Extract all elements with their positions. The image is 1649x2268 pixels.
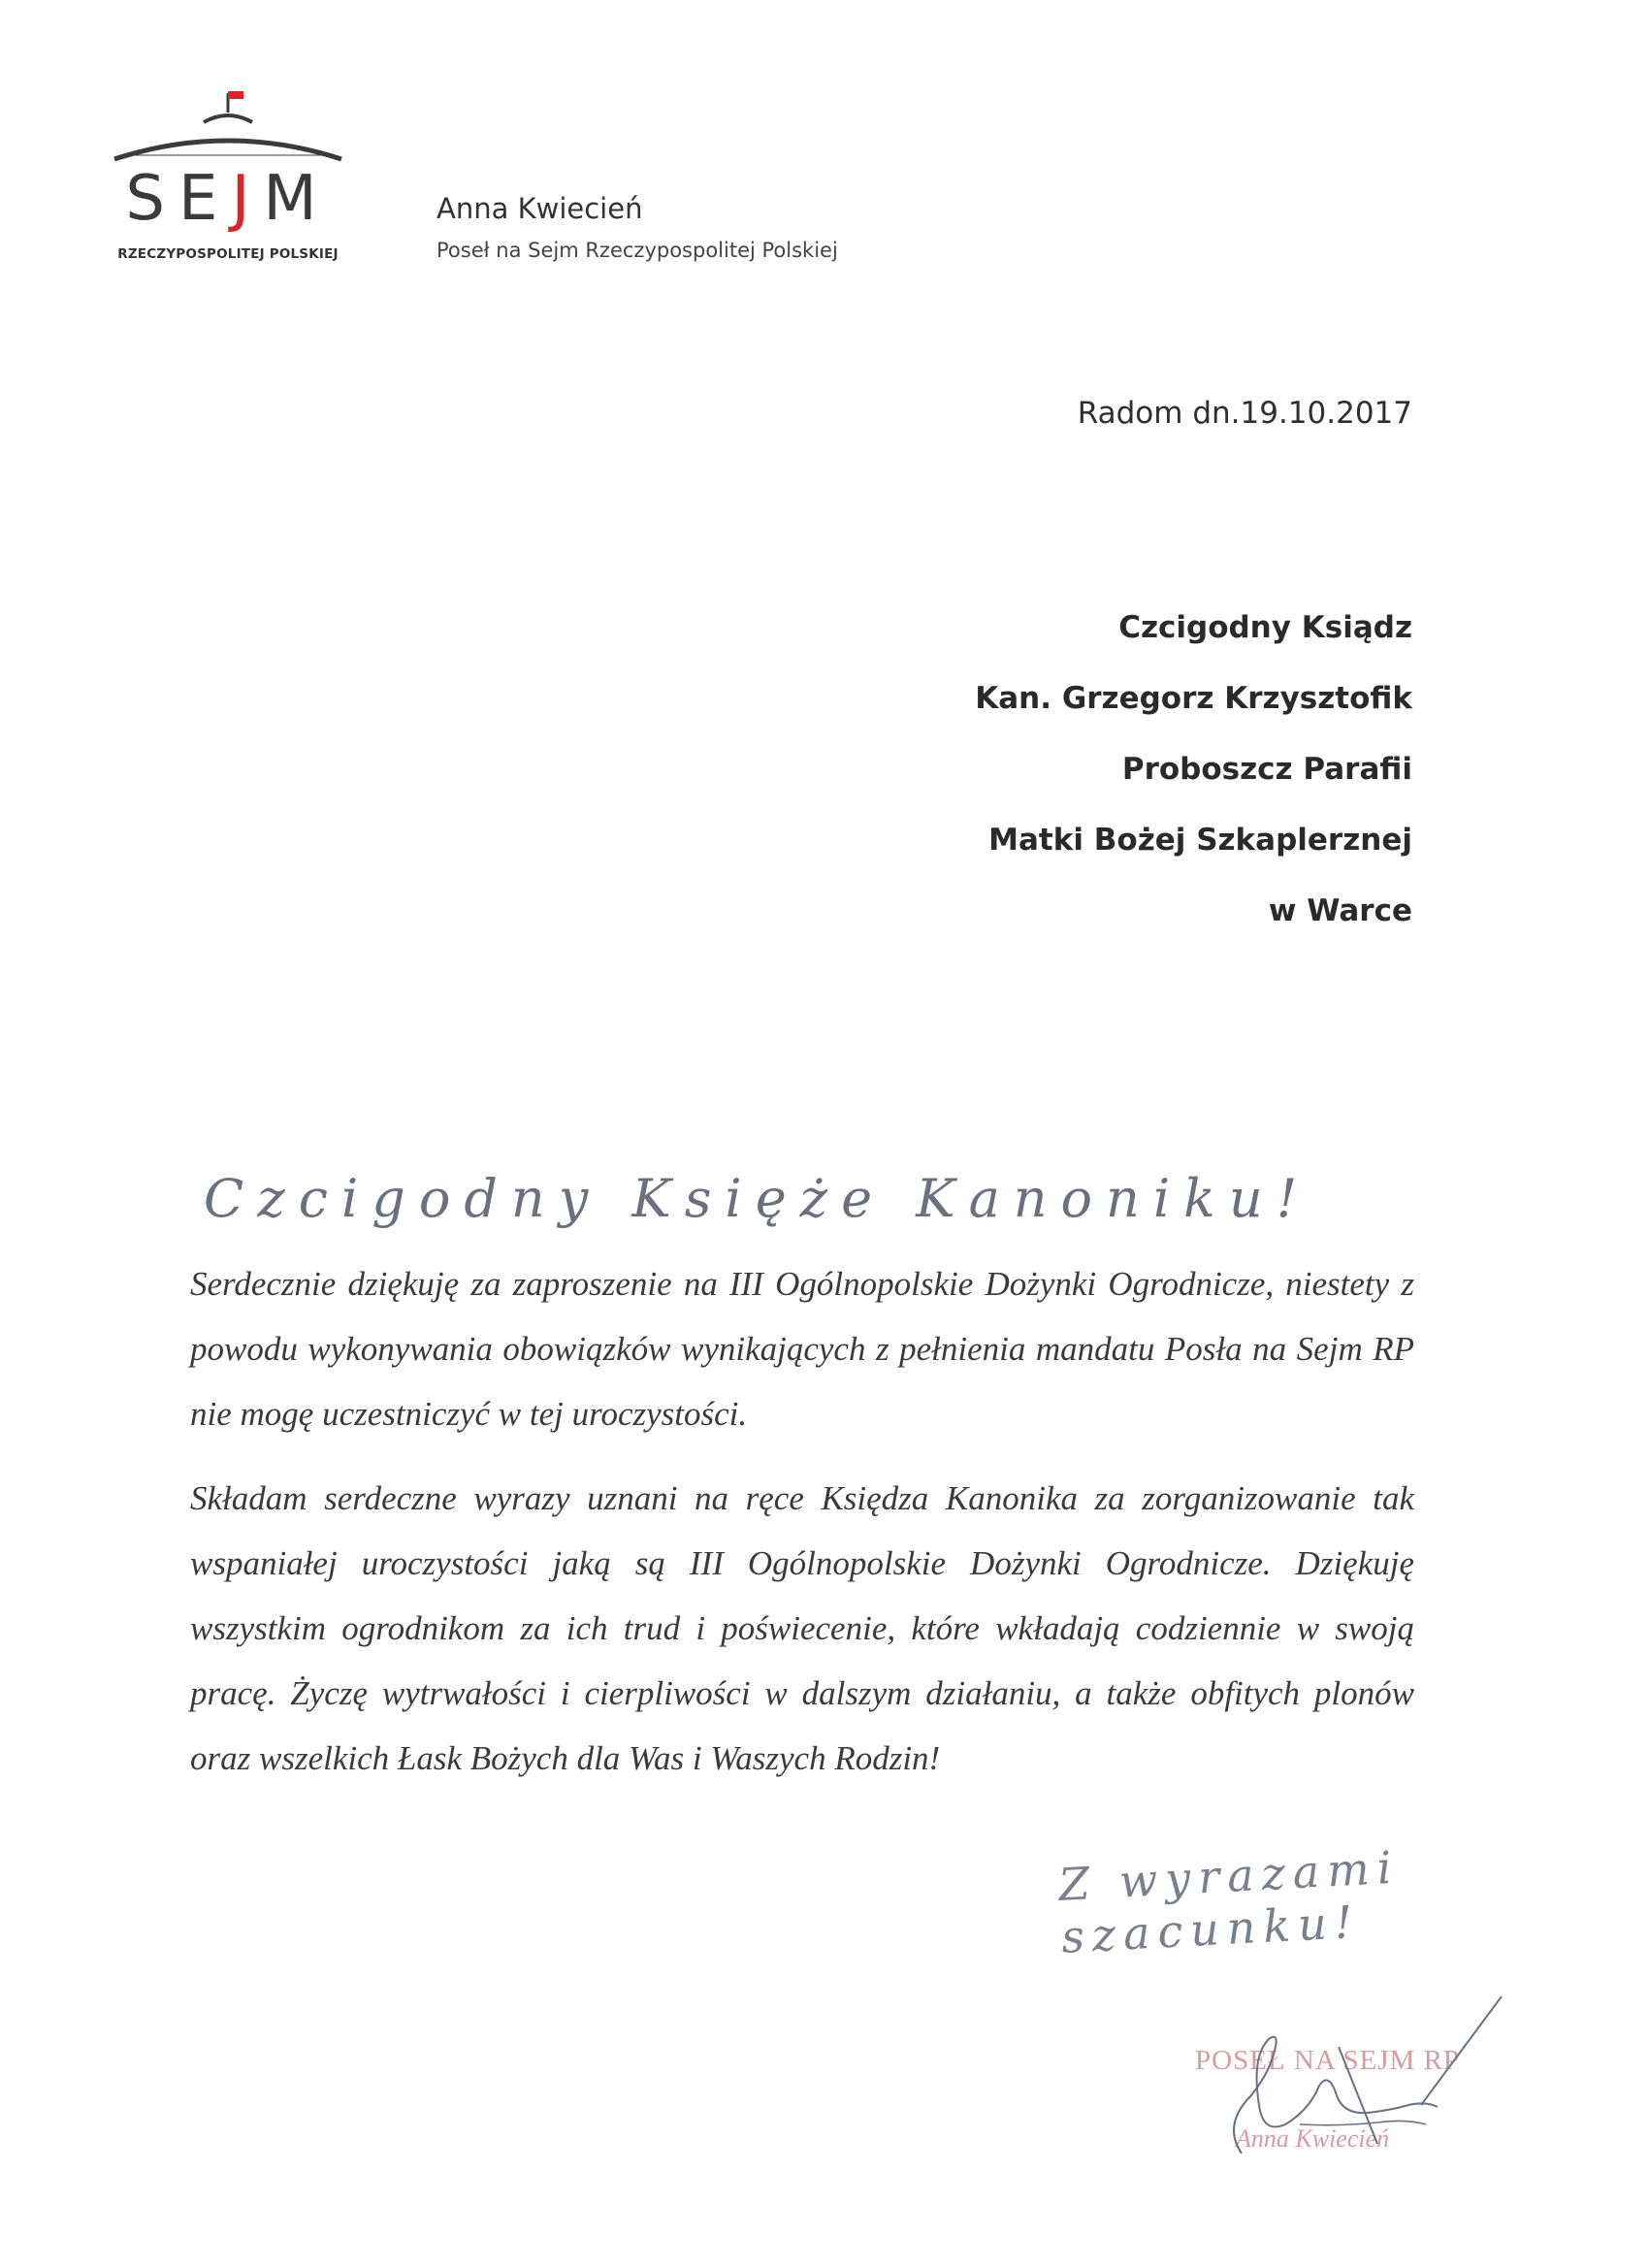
addressee-line: w Warce: [1268, 893, 1412, 928]
handwritten-closing: Z wyrazami szacunku!: [1057, 1840, 1401, 1963]
logo-subtitle: RZECZYPOSPOLITEJ POLSKIEJ: [117, 246, 339, 262]
letter-body: [190, 1251, 1414, 1791]
addressee-line: Matki Bożej Szkaplerznej: [988, 823, 1412, 858]
addressee-line: Czcigodny Ksiądz: [1118, 610, 1412, 645]
addressee-line: Proboszcz Parafii: [1121, 752, 1412, 787]
sejm-logo: [107, 83, 349, 277]
addressee-line: Kan. Grzegorz Krzysztofik: [975, 681, 1412, 716]
stamp-name: Anna Kwiecień: [1236, 2124, 1390, 2153]
sender-title: Poseł na Sejm Rzeczypospolitej Polskiej: [436, 239, 838, 262]
body-paragraph: Serdecznie dziękuję za zaproszenie na III Ogólnopolskie Dożynki Ogrodnicze, niestety z powodu wykonywania obowiązków wynikających z pełnienia mandatu Posła na Sejm RP nie mogę uczestniczyć w tej uroczystości.: [190, 1265, 1414, 1433]
body-paragraph: Składam serdeczne wyrazy uznani na ręce Księdza Kanonika za zorganizowanie tak wspaniałej uroczystości jaką są III Ogólnopolskie Dożynki Ogrodnicze. Dziękuję wszystkim ogrodnikom za ich trud i poświecenie, które wkładają codziennie w swoją pracę. Życzę wytrwałości i cierpliwości w dalszym działaniu, a także obfitych plonów oraz wszelkich Łask Bożych dla Was i Waszych Rodzin!: [190, 1479, 1414, 1777]
handwritten-signature: [1183, 1979, 1513, 2173]
sejm-wordmark: SEJM: [125, 163, 331, 235]
handwritten-salutation: Czcigodny Księże Kanoniku!: [204, 1168, 1311, 1229]
addressee-block: [975, 609, 1412, 963]
stamp-title: POSEŁ NA SEJM RP: [1195, 2045, 1461, 2076]
sender-name: Anna Kwiecień: [436, 192, 643, 225]
letter-date: Radom dn.19.10.2017: [1077, 396, 1412, 431]
parliament-dome-icon: [107, 83, 349, 171]
